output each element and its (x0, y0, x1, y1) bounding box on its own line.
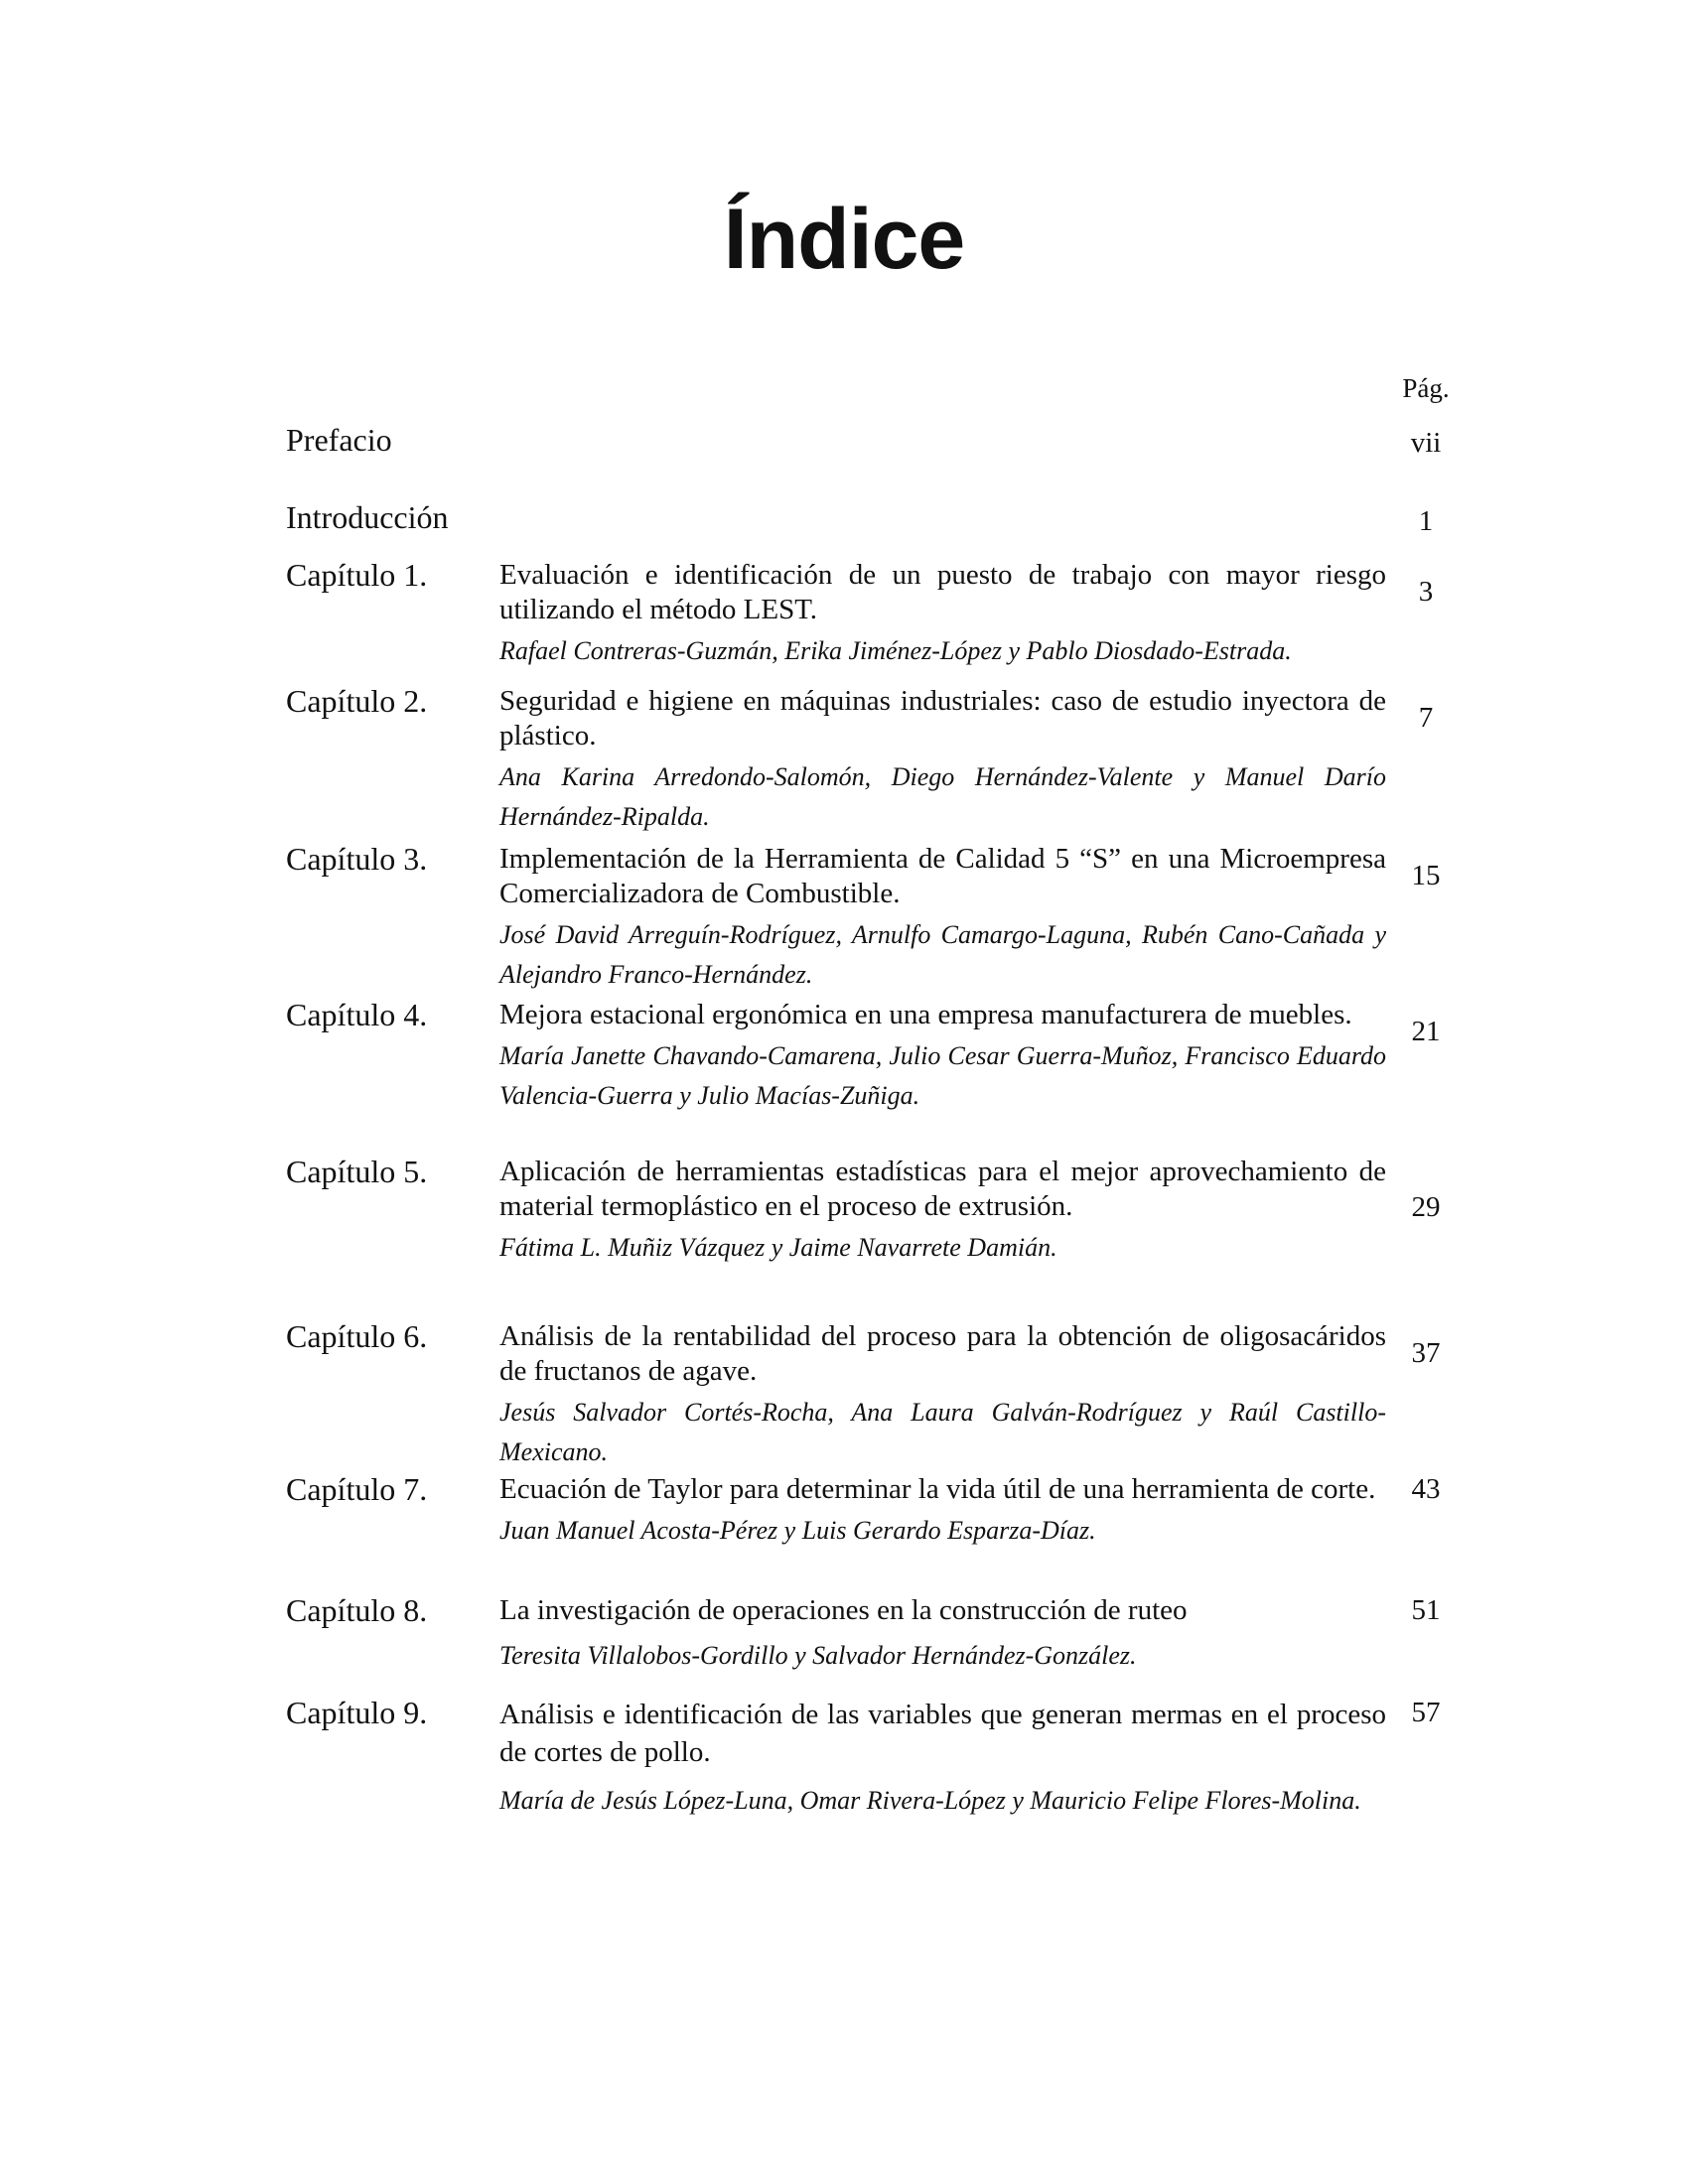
chapter-label: Capítulo 5. (286, 1154, 428, 1189)
chapter-page-number: 15 (1411, 860, 1441, 891)
entry-label: Prefacio (286, 422, 392, 458)
page-column-header: Pág. (1402, 373, 1450, 403)
chapter-authors: José David Arreguín-Rodríguez, Arnulfo Camargo-Laguna, Rubén Cano-Cañada y Alejandro Franco-Hernández. (499, 920, 1386, 989)
chapter-authors: Rafael Contreras-Guzmán, Erika Jiménez-López y Pablo Diosdado-Estrada. (499, 636, 1292, 665)
chapter-page-number: 43 (1411, 1473, 1441, 1505)
chapter-authors: Juan Manuel Acosta-Pérez y Luis Gerardo Esparza-Díaz. (499, 1516, 1096, 1545)
chapter-page-number: 29 (1411, 1191, 1441, 1223)
chapter-content (499, 1696, 1386, 1821)
page-title: Índice (723, 192, 965, 287)
chapter-authors: Fátima L. Muñiz Vázquez y Jaime Navarrete Damián. (499, 1233, 1057, 1262)
entry-page-number: vii (1410, 427, 1442, 459)
chapter-title: Mejora estacional ergonómica en una empresa manufacturera de muebles. (499, 999, 1352, 1030)
chapter-label: Capítulo 6. (286, 1318, 428, 1354)
chapter-authors: Ana Karina Arredondo-Salomón, Diego Hernández-Valente y Manuel Darío Hernández-Ripalda. (499, 762, 1386, 831)
chapter-title: Implementación de la Herramienta de Calidad 5 “S” en una Microempresa Comercializadora de Combustible. (499, 843, 1386, 909)
chapter-content (499, 842, 1386, 995)
chapter-authors: María Janette Chavando-Camarena, Julio Cesar Guerra-Muñoz, Francisco Eduardo Valencia-Guerra y Julio Macías-Zuñiga. (499, 1041, 1386, 1110)
chapter-page-number: 57 (1411, 1697, 1441, 1728)
chapter-content (499, 1155, 1386, 1268)
chapter-title: Evaluación e identificación de un puesto de trabajo con mayor riesgo utilizando el método LEST. (499, 559, 1386, 625)
chapter-label: Capítulo 8. (286, 1592, 428, 1628)
chapter-label: Capítulo 7. (286, 1471, 428, 1507)
chapter-label: Capítulo 3. (286, 841, 428, 877)
chapter-page-number: 21 (1411, 1016, 1441, 1047)
entry-page-number: 1 (1418, 505, 1434, 537)
chapter-title: La investigación de operaciones en la construcción de ruteo (499, 1594, 1188, 1626)
chapter-title: Ecuación de Taylor para determinar la vida útil de una herramienta de corte. (499, 1473, 1376, 1505)
chapter-content (499, 998, 1386, 1116)
chapter-title: Seguridad e higiene en máquinas industriales: caso de estudio inyectora de plástico. (499, 685, 1386, 751)
entry-label: Introducción (286, 499, 449, 535)
chapter-authors: María de Jesús López-Luna, Omar Rivera-López y Mauricio Felipe Flores-Molina. (499, 1786, 1361, 1815)
chapter-title: Aplicación de herramientas estadísticas para el mejor aprovechamiento de material termoplástico en el proceso de extrusión. (499, 1156, 1386, 1222)
chapter-page-number: 3 (1418, 576, 1434, 608)
chapter-title: Análisis e identificación de las variables que generan mermas en el proceso de cortes de pollo. (499, 1699, 1386, 1768)
chapter-content (499, 1472, 1386, 1551)
chapter-content (499, 684, 1386, 837)
chapter-label: Capítulo 4. (286, 997, 428, 1032)
chapter-page-number: 51 (1411, 1594, 1441, 1626)
chapter-label: Capítulo 9. (286, 1695, 428, 1730)
chapter-title: Análisis de la rentabilidad del proceso para la obtención de oligosacáridos de fructanos de agave. (499, 1320, 1386, 1387)
chapter-label: Capítulo 2. (286, 683, 428, 719)
chapter-content (499, 1593, 1386, 1676)
chapter-page-number: 37 (1411, 1337, 1441, 1369)
chapter-label: Capítulo 1. (286, 557, 428, 593)
chapter-authors: Teresita Villalobos-Gordillo y Salvador Hernández-González. (499, 1641, 1137, 1670)
chapter-authors: Jesús Salvador Cortés-Rocha, Ana Laura Galván-Rodríguez y Raúl Castillo-Mexicano. (499, 1398, 1386, 1466)
chapter-content (499, 1319, 1386, 1472)
chapter-page-number: 7 (1418, 702, 1434, 734)
chapter-content (499, 558, 1386, 671)
